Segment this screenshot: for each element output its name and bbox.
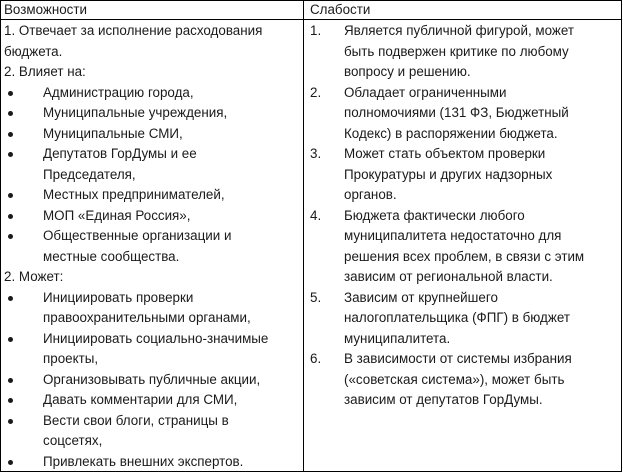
bullet-item-text: правоохранительными органами, [43, 310, 251, 325]
bullet-item-text: Председателя, [43, 166, 136, 182]
weakness-item-text: органов. [344, 187, 397, 202]
header-divider [0, 19, 622, 20]
bullet-icon [8, 296, 13, 301]
list-number: 4. [310, 207, 322, 223]
weakness-item-text: Может стать объектом проверки [344, 146, 546, 161]
weakness-item-text: Бюджета фактически любого [344, 207, 525, 223]
bullet-icon [8, 152, 13, 157]
bullet-item-text: Депутатов ГорДумы и ее [43, 146, 197, 161]
bullet-icon [8, 460, 13, 465]
list-number: 2. [310, 84, 322, 100]
paragraph-text: 2. Может: [4, 269, 64, 284]
bullet-icon [8, 234, 13, 239]
header-weaknesses: Слабости [310, 2, 371, 17]
weakness-item-text: В зависимости от системы избрания [344, 351, 572, 366]
bullet-item-text: соцсетях, [43, 433, 103, 448]
weakness-item-text: Обладает ограниченными [344, 84, 507, 100]
bullet-item-text: Давать комментарии для СМИ, [43, 392, 238, 407]
paragraph-text: бюджета. [4, 43, 63, 59]
weakness-item-text: вопросу и решению. [344, 64, 471, 79]
weakness-item-text: Прокуратуры и других надзорных [344, 166, 553, 182]
weakness-item-text: зависим от депутатов ГорДумы. [344, 392, 543, 407]
bullet-item-text: местные сообщества. [43, 248, 180, 264]
header-opportunities: Возможности [4, 2, 87, 17]
paragraph-text: 2. Влияет на: [4, 64, 86, 79]
weakness-item-text: Зависим от крупнейшего [344, 289, 498, 305]
weakness-item-text: Является публичной фигурой, может [344, 23, 575, 38]
bullet-item-text: Администрацию города, [43, 84, 194, 100]
weakness-item-text: полномочиями (131 ФЗ, Бюджетный [344, 105, 569, 120]
bullet-item-text: МОП «Единая Россия», [43, 207, 191, 223]
bullet-item-text: Организовывать публичные акции, [43, 371, 261, 387]
weakness-item-text: зависим от региональной власти. [344, 269, 553, 284]
weakness-item-text: решения всех проблем, в связи с этим [344, 248, 585, 264]
bullet-icon [8, 193, 13, 198]
weakness-item-text: быть подвержен критике по любому [344, 43, 569, 59]
column-divider [303, 0, 304, 472]
bullet-item-text: Инициировать социально-значимые [43, 330, 269, 346]
bullet-item-text: Муниципальные учреждения, [43, 105, 228, 120]
bullet-item-text: Инициировать проверки [43, 289, 194, 305]
bullet-icon [8, 398, 13, 403]
paragraph-text: 1. Отвечает за исполнение расходования [4, 23, 263, 38]
weakness-item-text: налогоплательщика (ФПГ) в бюджет [344, 310, 570, 325]
list-number: 6. [310, 351, 322, 366]
bullet-icon [8, 111, 13, 116]
bullet-icon [8, 337, 13, 342]
bullet-item-text: Местных предпринимателей, [43, 187, 225, 202]
bullet-item-text: Вести свои блоги, страницы в [43, 412, 229, 428]
bullet-item-text: Муниципальные СМИ, [43, 125, 183, 141]
weakness-item-text: Кодекс) в распоряжении бюджета. [344, 125, 558, 141]
weakness-item-text: муниципалитета. [344, 330, 451, 346]
weakness-item-text: муниципалитета недостаточно для [344, 228, 562, 243]
list-number: 5. [310, 289, 322, 305]
bullet-item-text: проекты, [43, 351, 99, 366]
bullet-icon [8, 378, 13, 383]
bullet-icon [8, 214, 13, 219]
bullet-item-text: Привлекать внешних экспертов. [43, 453, 244, 469]
bullet-icon [8, 91, 13, 96]
list-number: 3. [310, 146, 322, 161]
bullet-item-text: Общественные организации и [43, 228, 232, 243]
bullet-icon [8, 132, 13, 137]
weakness-item-text: («советская система»), может быть [344, 371, 565, 387]
list-number: 1. [310, 23, 322, 38]
bullet-icon [8, 419, 13, 424]
